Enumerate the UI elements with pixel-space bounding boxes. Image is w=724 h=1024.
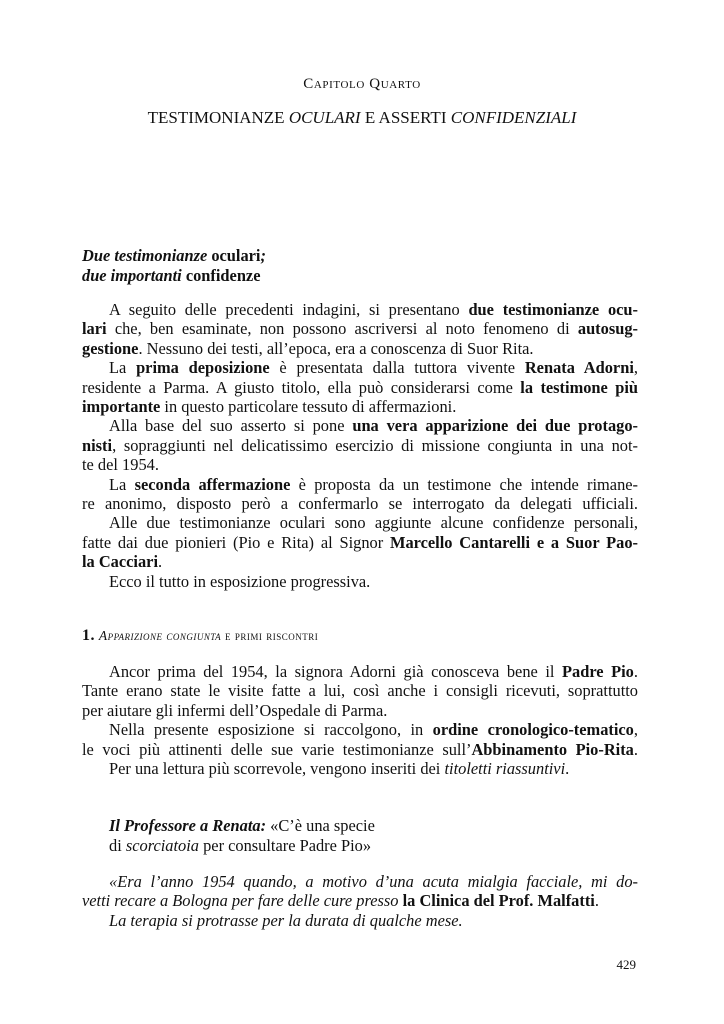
section-heading bbox=[82, 627, 638, 645]
testimony-quote bbox=[82, 872, 638, 930]
text-line: nisti, sopraggiunti nel delicatissimo esercizio di missione congiunta in una not- bbox=[82, 435, 638, 455]
section-number: 1. bbox=[82, 627, 95, 644]
subheading-line: due importanti confidenze bbox=[82, 265, 261, 285]
text-line: La prima deposizione è presentata dalla tuttora vivente Renata Adorni, bbox=[109, 358, 638, 378]
subheading-testimonianze bbox=[82, 246, 638, 285]
text-line: gestione. Nessuno dei testi, all’epoca, era a conoscenza di Suor Rita. bbox=[82, 338, 534, 358]
page-number: 429 bbox=[616, 957, 636, 972]
text-line: lari che, ben esaminate, non possono ascriversi al noto fenomeno di autosug- bbox=[82, 319, 638, 339]
text-line: Alla base del suo asserto si pone una vera apparizione dei due protago- bbox=[109, 416, 638, 436]
text-line: Ecco il tutto in esposizione progressiva. bbox=[109, 571, 371, 591]
text-line: Per una lettura più scorrevole, vengono inseriti dei titoletti riassuntivi. bbox=[109, 759, 570, 779]
section-paragraphs bbox=[82, 662, 638, 778]
chapter-label: Capitolo Quarto bbox=[303, 76, 421, 92]
section-title-rest: e primi riscontri bbox=[221, 628, 319, 643]
text-line: te del 1954. bbox=[82, 455, 159, 475]
text-line: Ancor prima del 1954, la signora Adorni già conosceva bene il Padre Pio. bbox=[109, 662, 638, 681]
subheading-line: Il Professore a Renata: «C’è una specie bbox=[109, 816, 375, 835]
text-line: Alle due testimonianze oculari sono aggiunte alcune confidenze personali, bbox=[109, 513, 638, 533]
text-line: La seconda affermazione è proposta da un testimone che intende rimane- bbox=[109, 474, 638, 494]
text-line: per aiutare gli infermi dell’Ospedale di Parma. bbox=[82, 700, 388, 720]
text-line: le voci più attinenti delle sue varie testimonianze sull’Abbinamento Pio-Rita. bbox=[82, 739, 638, 759]
text-line: A seguito delle precedenti indagini, si presentano due testimonianze ocu- bbox=[109, 300, 639, 319]
text-line: re anonimo, disposto però a confermarlo se interrogato da delegati ufficiali. bbox=[82, 494, 638, 514]
subheading-line: di scorciatoia per consultare Padre Pio» bbox=[109, 835, 372, 855]
text-line: La terapia si protrasse per la durata di qualche mese. bbox=[109, 910, 463, 930]
text-line: Tante erano state le visite fatte a lui, così anche i consigli ricevuti, soprattutto bbox=[82, 681, 638, 701]
intro-paragraphs bbox=[82, 300, 638, 591]
text-line: importante in questo particolare tessuto di affermazioni. bbox=[82, 397, 457, 417]
text-line: vetti recare a Bologna per fare delle cure presso la Clinica del Prof. Malfatti. bbox=[82, 891, 599, 911]
section-title-italic: Apparizione congiunta bbox=[98, 628, 222, 643]
chapter-title: TESTIMONIANZE OCULARI E ASSERTI CONFIDENZIALI bbox=[147, 108, 577, 127]
subheading-line: Due testimonianze oculari; bbox=[82, 246, 266, 265]
text-line: fatte dai due pionieri (Pio e Rita) al Signor Marcello Cantarelli e a Suor Pao- bbox=[82, 532, 638, 552]
text-line: la Cacciari. bbox=[82, 552, 163, 572]
text-line: residente a Parma. A giusto titolo, ella può considerarsi come la testimone più bbox=[82, 377, 639, 397]
text-line: Nella presente esposizione si raccolgono, in ordine cronologico-tematico, bbox=[109, 720, 638, 740]
subheading-professore bbox=[82, 816, 638, 855]
text-line: «Era l’anno 1954 quando, a motivo d’una acuta mialgia facciale, mi do- bbox=[109, 872, 638, 891]
